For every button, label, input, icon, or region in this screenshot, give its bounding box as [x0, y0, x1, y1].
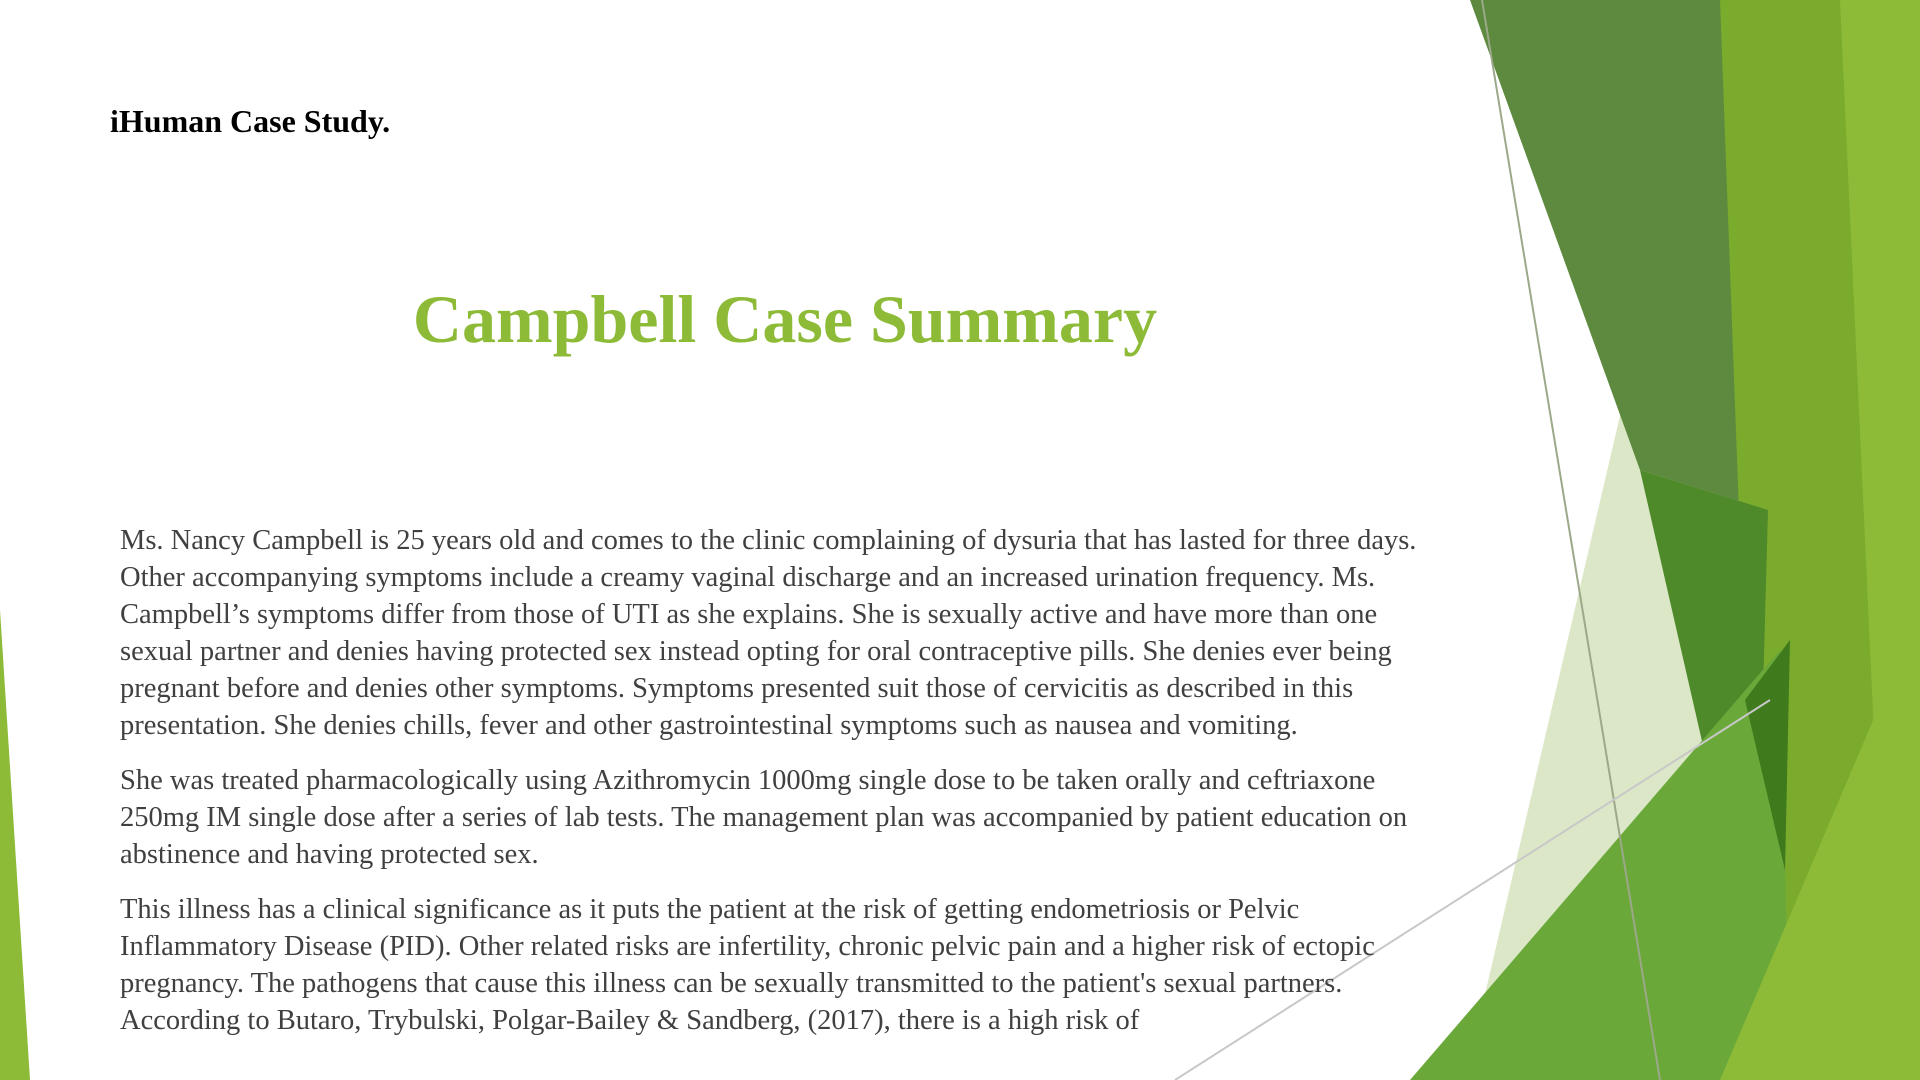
- paragraph-clinical-significance: This illness has a clinical significance as it puts the patient at the risk of getting endometriosis or Pelvic Inflammatory Disease (PID). Other related risks are infertility, chronic pelvic pain and a higher risk of ectopic pregnancy. The pathogens that cause this illness can be sexually transmitted to the patient's sexual partners. According to Butaro, Trybulski, Polgar-Bailey & Sandberg, (2017), there is a high risk of: [120, 894, 1375, 1036]
- case-study-label: iHuman Case Study.: [110, 103, 391, 139]
- slide-title: Campbell Case Summary: [412, 281, 1158, 357]
- paragraph-treatment: She was treated pharmacologically using Azithromycin 1000mg single dose to be taken orally and ceftriaxone 250mg IM single dose after a series of lab tests. The management plan was accompanied by patient education on abstinence and having protected sex.: [120, 765, 1408, 870]
- paragraph-patient-presentation: Ms. Nancy Campbell is 25 years old and comes to the clinic complaining of dysuria that has lasted for three days. Other accompanying symptoms include a creamy vaginal discharge and an increased urination frequency. Ms. Campbell’s symptoms differ from those of UTI as she explains. She is sexually active and have more than one sexual partner and denies having protected sex instead opting for oral contraceptive pills. She denies ever being pregnant before and denies other symptoms. Symptoms presented suit those of cervicitis as described in this presentation. She denies chills, fever and other gastrointestinal symptoms such as nausea and vomiting.: [120, 525, 1417, 741]
- left-edge-green-sliver: [0, 610, 30, 1080]
- slide-body: [120, 522, 1450, 1057]
